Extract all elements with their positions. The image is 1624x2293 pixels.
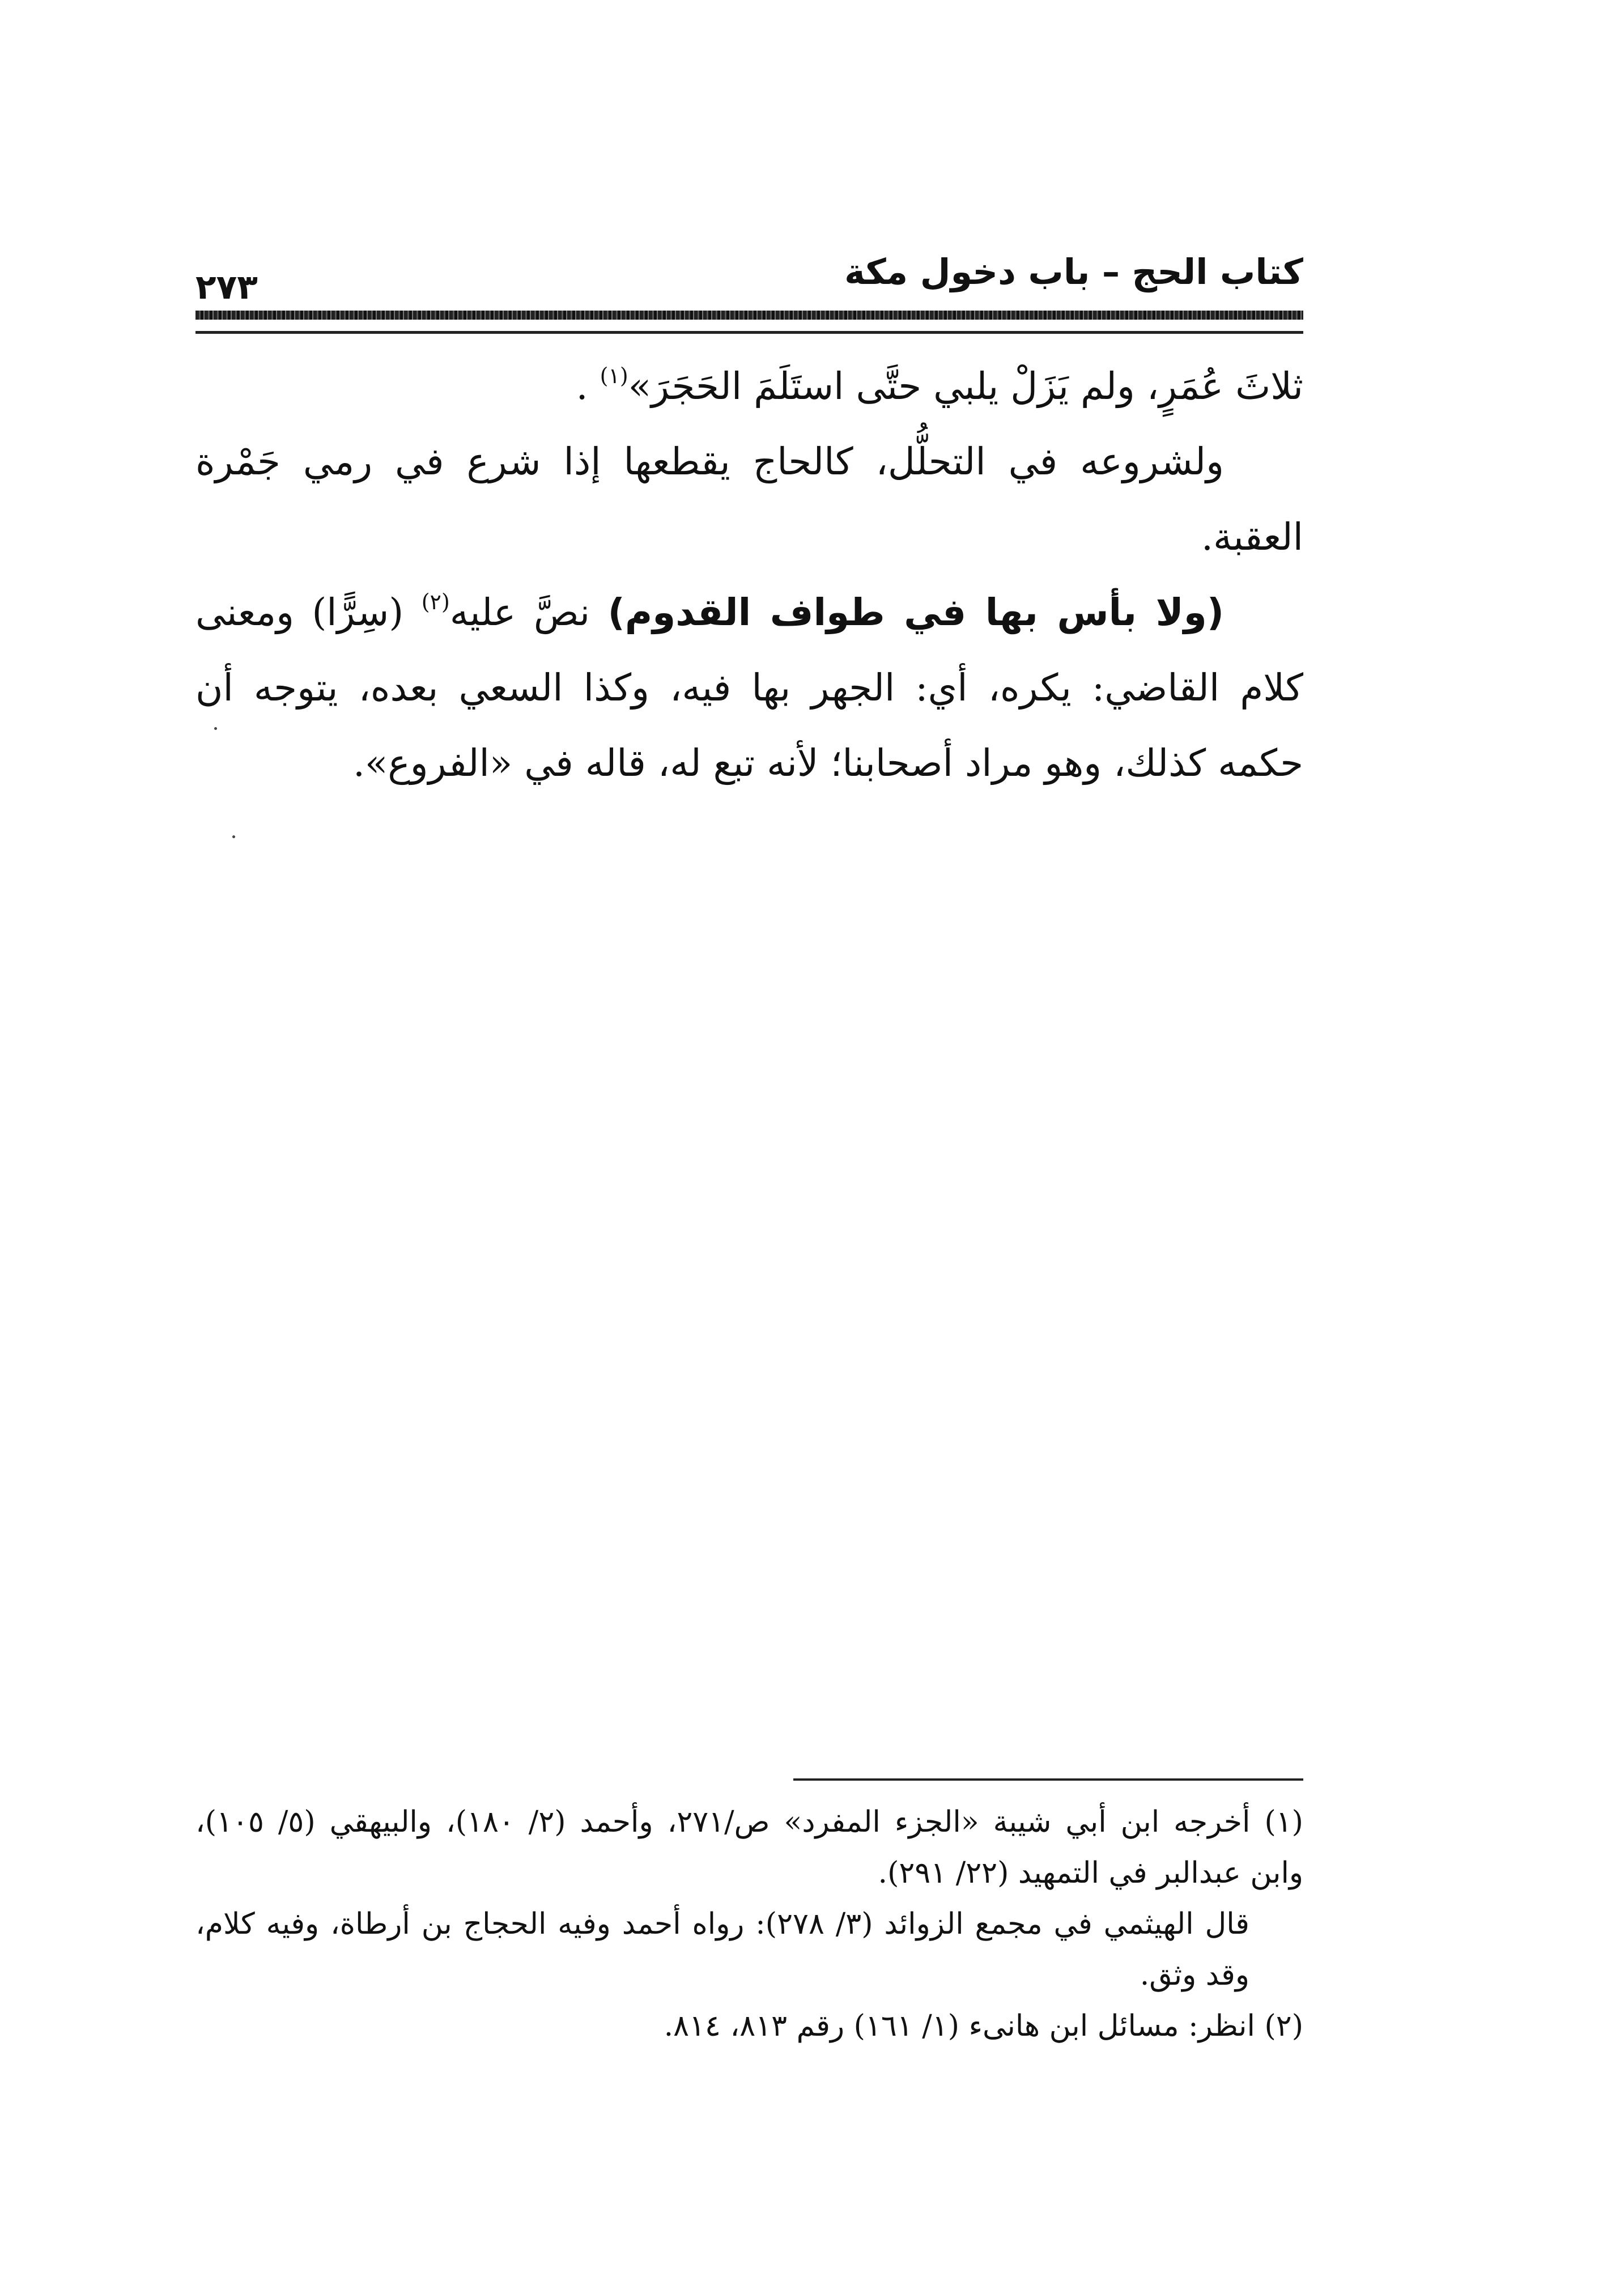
page-number: ٢٧٣ xyxy=(195,267,258,307)
main-text xyxy=(195,349,1303,801)
footnotes xyxy=(195,1797,1303,2052)
scan-speck xyxy=(214,727,217,730)
footnote-ref-1: (١) xyxy=(600,363,628,388)
paragraph-1 xyxy=(195,349,1303,424)
scan-speck xyxy=(232,835,235,838)
matn-phrase: (ولا بأس بها في طواف القدوم) xyxy=(607,591,1224,634)
footnote-ref-2: (٢) xyxy=(421,589,450,614)
chapter-title: كتاب الحج – باب دخول مكة xyxy=(844,251,1303,292)
paragraph-3-text-b: (سِرًّا) ومعنى كلام القاضي: يكره، أي: الجهر بها فيه، وكذا السعي بعده، يتوجه أن حكمه كذلك، وهو مراد أصحابنا؛ لأنه تبع له، قاله في «الفروع». xyxy=(195,591,1303,785)
footnote-2-text: انظر: مسائل ابن هانىء (١/ ١٦١) رقم ٨١٣، ٨١٤. xyxy=(664,2009,1255,2043)
running-header xyxy=(195,238,1303,306)
paragraph-3-text-a: نصَّ عليه xyxy=(449,591,608,634)
paragraph-1-text: ثلاثَ عُمَرٍ، ولم يَزَلْ يلبي حتَّى استَلَمَ الحَجَرَ» xyxy=(628,364,1303,408)
header-rule xyxy=(195,311,1303,320)
paragraph-2: ولشروعه في التحلُّل، كالحاج يقطعها إذا شرع في رمي جَمْرة العقبة. xyxy=(195,440,1303,559)
footnote-1-text: أخرجه ابن أبي شيبة «الجزء المفرد» ص/٢٧١، وأحمد (٢/ ١٨٠)، والبيهقي (٥/ ١٠٥)، وابن عبدالبر في التمهيد (٢٢/ ٢٩١). xyxy=(195,1805,1303,1890)
footnote-2-marker: (٢) xyxy=(1264,2009,1303,2043)
header-rule-thin xyxy=(195,331,1303,334)
footnote-1 xyxy=(195,1797,1303,1899)
paragraph-1-end: . xyxy=(576,364,588,408)
paragraph-3 xyxy=(195,575,1303,801)
footnote-1-marker: (١) xyxy=(1264,1805,1303,1839)
footnote-2 xyxy=(195,2001,1303,2052)
footnote-separator xyxy=(793,1778,1303,1781)
footnote-1-extra: قال الهيثمي في مجمع الزوائد (٣/ ٢٧٨): رواه أحمد وفيه الحجاج بن أرطاة، وفيه كلام، وقد وثق. xyxy=(195,1907,1249,1992)
